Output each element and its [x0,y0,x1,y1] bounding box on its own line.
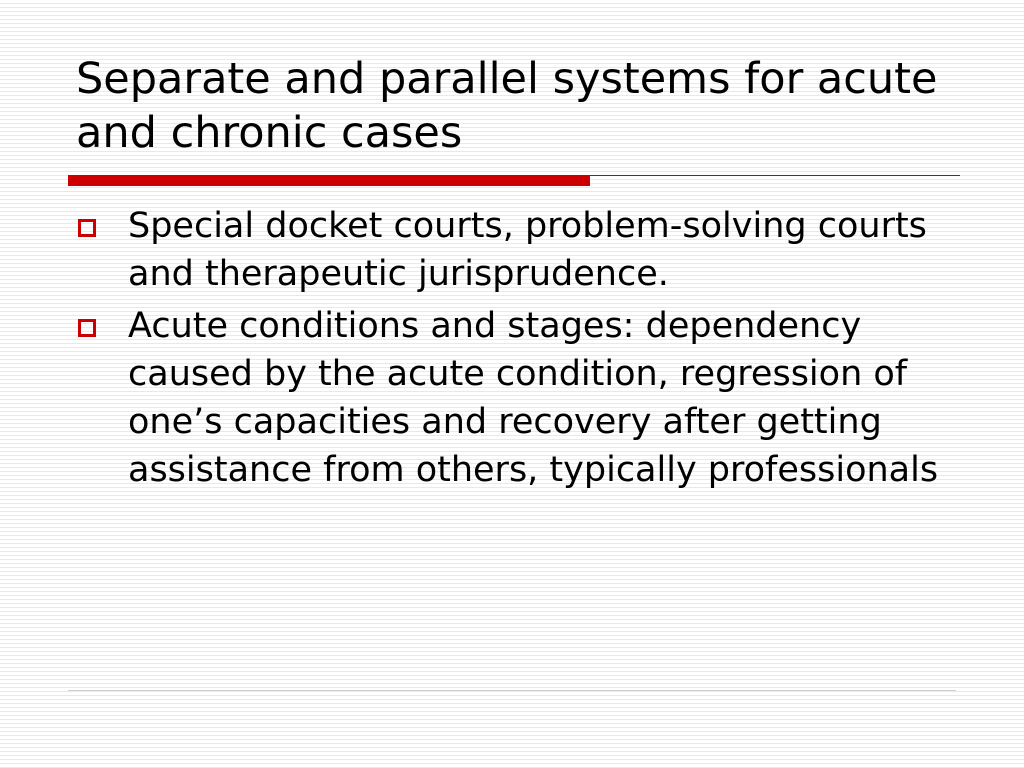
bullet-text: Acute conditions and stages: dependency caused by the acute condition, regression of one’s capacities and recovery after getting assistance from others, typically professionals [128,306,939,490]
hollow-square-bullet-icon [78,219,96,237]
hollow-square-bullet-icon [78,319,96,337]
bullet-list [76,202,956,498]
title-underline-thin [590,175,960,176]
bullet-text: Special docket courts, problem-solving courts and therapeutic jurisprudence. [128,206,927,294]
title-underline-thick [68,175,590,186]
slide-title: Separate and parallel systems for acute and chronic cases [76,54,938,158]
bullet-item [76,202,956,298]
bullet-item [76,302,956,494]
footer-divider [68,690,956,691]
